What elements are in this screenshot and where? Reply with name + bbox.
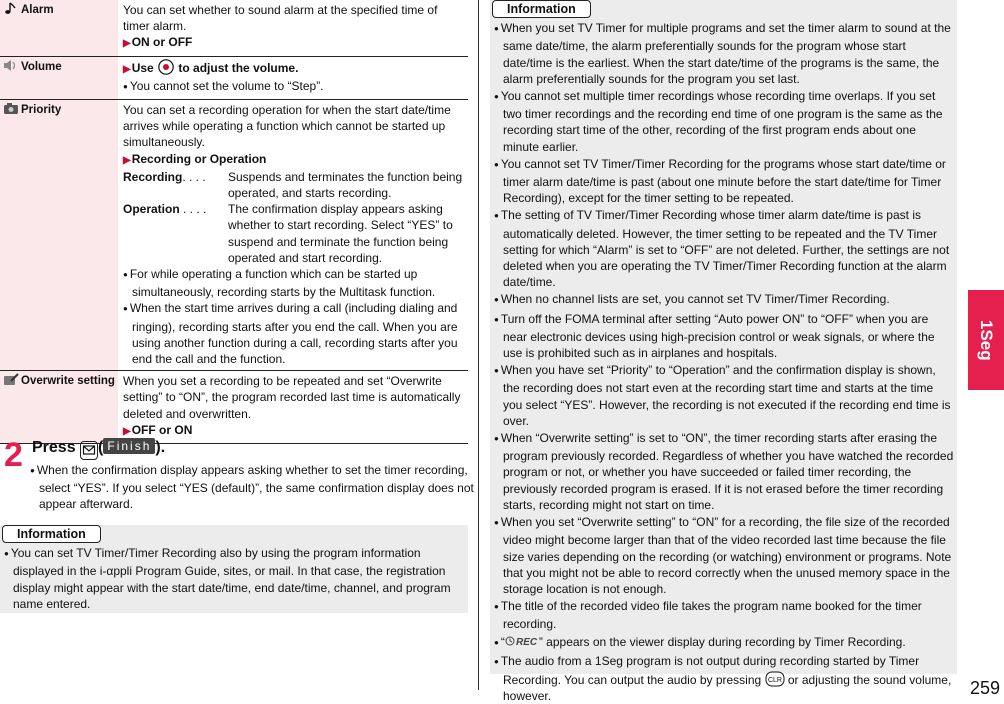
information-box-right — [490, 0, 957, 704]
info-bullet: ● The title of the recorded video file takes the program name booked for the timer recording. — [494, 598, 954, 632]
setting-option: ▶ON or OFF — [123, 35, 193, 50]
overwrite-icon — [3, 373, 19, 386]
setting-name: Volume — [21, 60, 62, 73]
setting-name-cell — [0, 0, 118, 56]
rec-timer-icon — [505, 635, 539, 647]
info-bullet: ● The audio from a 1Seg program is not output during recording started by Timer Recording. You can output the audio by pressing CLR or adjusting the sound volume, however. — [494, 653, 954, 704]
step-number-badge — [2, 436, 28, 470]
camera-priority-icon — [3, 102, 19, 115]
information-box-left — [0, 525, 468, 613]
info-bullet: ● The setting of TV Timer/Timer Recording whose timer alarm date/time is past is automatically deleted. However, the timer setting to be repeated and the TV Timer setting for which “Alarm” is set to “OFF” are not deleted. Further, the settings are not deleted when you are operating the TV Timer/Timer Recording function at the alarm date/time. — [494, 207, 954, 290]
page-number: 259 — [969, 677, 1000, 698]
arrow-right-icon: ▶ — [123, 154, 131, 166]
setting-description — [118, 371, 468, 444]
svg-text:CLR: CLR — [767, 676, 782, 684]
info-bullet: ● You can set TV Timer/Timer Recording also by using the program information displayed in the i-αppli Program Guide, sites, or mail. In that case, the registration display might appear with the start date/time, end date/time, channel, and program name entered. — [4, 545, 460, 612]
setting-option: ▶OFF or ON — [123, 422, 193, 437]
option-detail: Operation . . . . The confirmation display appears asking whether to start recording. Select “YES” to suspend and terminate the function being operated and start recording. — [123, 202, 453, 265]
settings-table-region — [0, 0, 468, 444]
alarm-note-icon — [3, 2, 19, 15]
table-row — [0, 100, 468, 371]
clr-key-icon — [765, 671, 785, 687]
setting-bullet: ● You cannot set the volume to “Step”. — [123, 78, 465, 96]
info-bullet: ● Turn off the FOMA terminal after setting “Auto power ON” to “OFF” when you are near electronic devices using high-precision control or weak signals, or where the use is prohibited such as in airplanes and hospitals. — [494, 311, 954, 362]
navigation-key-icon — [157, 59, 175, 75]
info-bullet: ● When no channel lists are set, you cannot set TV Timer/Timer Recording. — [494, 291, 954, 309]
setting-bullet: ● When the start time arrives during a call (including dialing and ringing), recording starts after you end the call. When you are using another function during a call, recording starts after you end the call and the function. — [123, 300, 465, 367]
setting-option: ▶Use to adjust the volume. — [123, 60, 299, 75]
setting-text: You can set a recording operation for when the start date/time arrives while operating a function which cannot be started up simultaneously. — [123, 103, 451, 150]
option-detail: Recording. . . . Suspends and terminates the function being operated, and starts recording. — [123, 169, 463, 201]
table-row — [0, 371, 468, 444]
step-instruction: Press ( Finish ). — [32, 438, 165, 460]
info-bullet: ● “ REC ” appears on the viewer display during recording by Timer Recording. — [494, 634, 954, 652]
svg-text:REC: REC — [515, 636, 537, 647]
setting-name-cell — [0, 100, 118, 371]
column-divider — [478, 0, 479, 690]
arrow-right-icon: ▶ — [123, 63, 131, 75]
setting-name-cell — [0, 56, 118, 99]
volume-speaker-icon — [3, 59, 19, 72]
setting-text: When you set a recording to be repeated and set “Overwrite setting” to “ON”, the program recorded last time is automatically deleted and overwritten. — [123, 374, 461, 421]
setting-description — [118, 56, 468, 99]
info-bullet: ● When you set “Overwrite setting” to “ON” for a recording, the file size of the recorded video might become larger than that of the video recorded last time because the file size varies depending on the recording (or watching) environment or programs. Note that you might not be able to record correctly when the unused memory space in the storage location is not enough. — [494, 514, 954, 597]
finish-softkey: Finish — [103, 438, 155, 454]
setting-name: Priority — [21, 104, 62, 117]
arrow-right-icon: ▶ — [123, 425, 131, 437]
setting-text: You can set whether to sound alarm at the specified time of timer alarm. — [123, 3, 438, 34]
table-row — [0, 0, 468, 56]
info-bullet: ● When you have set “Priority” to “Operation” and the confirmation display is shown, the recording does not start even at the recording start time and starts at the time you select “YES”. However, the recording is not executed if the recording end time is over. — [494, 362, 954, 429]
info-bullet: ● When you set TV Timer for multiple programs and set the timer alarm to sound at the same date/time, the alarm preferentially sounds for the program whose start date/time is the earliest. When the start date/time of the programs is the same, the alarm preferentially sounds for the program you set last. — [494, 20, 954, 87]
setting-name-cell — [0, 371, 118, 444]
info-bullet: ● When “Overwrite setting” is set to “ON”, the timer recording starts after erasing the program previously recorded. Regardless of whether you have watched the recorded program or not, or whether you have succeeded or failed timer recording, the previously recorded program is erased. If it is not erased before the timer recording starts, recording might not start on time. — [494, 430, 954, 513]
settings-table — [0, 0, 468, 444]
setting-name: Alarm — [21, 4, 54, 16]
table-row — [0, 56, 468, 99]
setting-bullet: ● For while operating a function which can be started up simultaneously, recording starts by the Multitask function. — [123, 266, 465, 300]
chapter-side-tab — [968, 0, 1004, 698]
info-bullet: ● You cannot set multiple timer recordings whose recording time overlaps. If you set two timer recordings and the recording end time of one program is the same as the recording start time of the other, recording of the first program ends about one minute earlier. — [494, 88, 954, 155]
setting-name: Overwrite setting — [21, 375, 115, 388]
setting-description — [118, 0, 468, 56]
information-heading: Information — [2, 525, 101, 543]
step-note: ● When the confirmation display appears asking whether to set the timer recording, select “YES”. If you select “YES (default)”, the same confirmation display does not appear afterward. — [30, 462, 475, 513]
chapter-tab-label: 1Seg — [977, 319, 997, 361]
mail-key-icon — [80, 441, 98, 460]
info-bullet: ● You cannot set TV Timer/Timer Recording for the programs whose start date/time or timer alarm date/time is past (about one minute before the start date/time for Timer Recording), except for the timer setting to be repeated. — [494, 156, 954, 207]
setting-option: ▶Recording or Operation — [123, 151, 267, 166]
information-heading: Information — [492, 0, 591, 18]
arrow-right-icon: ▶ — [123, 38, 131, 50]
svg-text:2: 2 — [4, 436, 23, 470]
setting-description — [118, 100, 468, 371]
